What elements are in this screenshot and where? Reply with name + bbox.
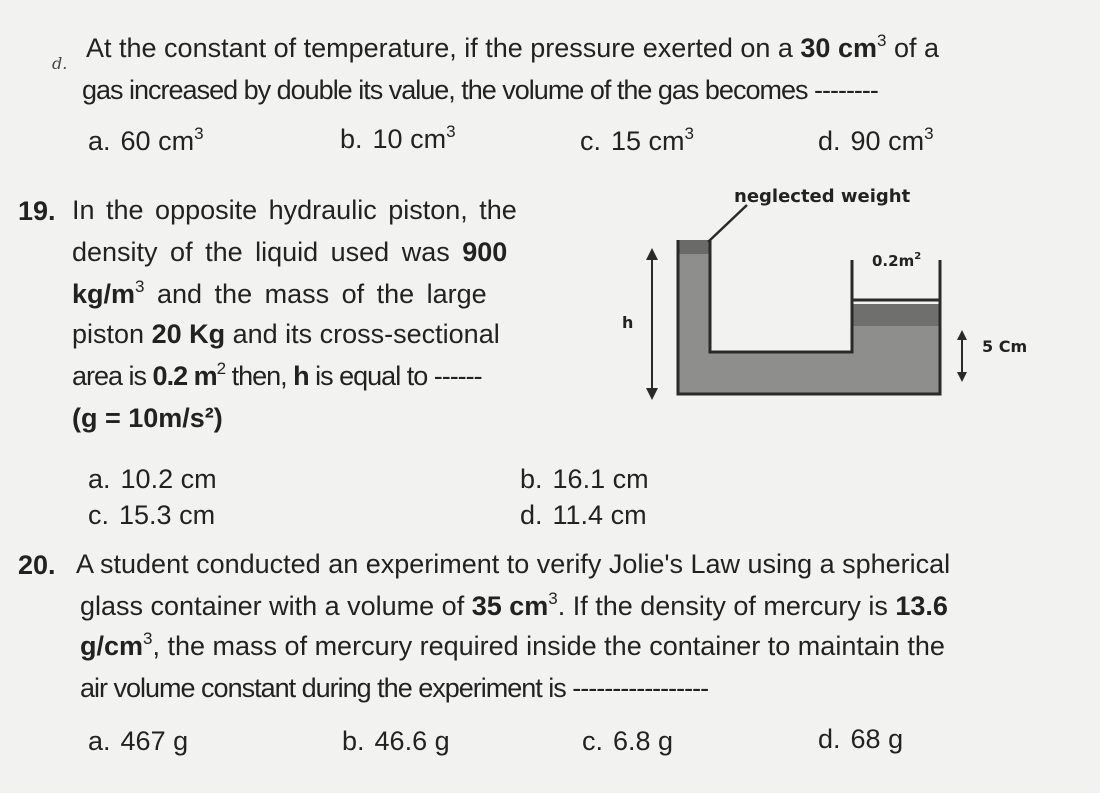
option-letter: a.	[88, 726, 111, 756]
q20-text: . If the density of mercury is	[557, 591, 896, 621]
q19-line-4	[72, 314, 500, 354]
q19-option-b[interactable]	[520, 462, 649, 496]
option-letter: c.	[582, 726, 604, 756]
gap-label: 5 Cm	[982, 337, 1028, 356]
q20-unit: g/cm	[80, 631, 144, 661]
option-value: 467 g	[120, 726, 189, 756]
q20-option-d[interactable]	[818, 722, 903, 756]
q18-option-b[interactable]	[340, 122, 456, 156]
option-exponent: 3	[194, 124, 204, 143]
piston-surface	[852, 304, 940, 326]
q19-density: 900	[462, 237, 508, 267]
q18-line-2: gas increased by double its value, the volume of the gas becomes --------	[82, 75, 878, 105]
q19-line-1: In the opposite hydraulic piston, the	[72, 195, 517, 225]
option-value: 15 cm	[611, 126, 685, 156]
q19-area: 0.2 m	[152, 361, 217, 391]
q18-option-c[interactable]	[580, 124, 694, 158]
q20-text: glass container with a volume of	[80, 591, 472, 621]
q19-text: then,	[225, 361, 294, 391]
neglected-weight-label: neglected weight	[734, 186, 911, 207]
q20-density: 13.6	[895, 591, 948, 621]
q18-option-d[interactable]	[818, 124, 934, 158]
h-label: h	[622, 313, 634, 332]
q20-line-3	[80, 626, 945, 666]
q19-line-3	[72, 274, 487, 314]
q19-text: and its cross-sectional	[225, 319, 500, 349]
option-value: 6.8 g	[613, 726, 674, 756]
q20-option-a[interactable]	[88, 724, 188, 758]
q20-unit-exponent: 3	[143, 629, 153, 648]
option-value: 60 cm	[120, 126, 195, 156]
q18-option-a[interactable]	[88, 124, 204, 158]
q19-mass: 20 Kg	[151, 319, 226, 349]
q18-volume-exponent: 3	[876, 31, 887, 50]
option-letter: b.	[340, 124, 363, 154]
option-letter: c.	[580, 126, 602, 156]
option-letter: a.	[88, 464, 111, 494]
option-letter: d.	[818, 126, 841, 156]
q19-unit-exponent: 3	[135, 277, 145, 296]
q18-text: At the constant of temperature, if the pressure exerted on a	[86, 33, 801, 63]
q19-option-c[interactable]	[88, 498, 215, 532]
q19-text: and the mass of the large	[144, 279, 487, 309]
q20-text: , the mass of mercury required inside the container to maintain the	[152, 631, 945, 661]
q19-text: density of the liquid used was	[72, 237, 463, 267]
small-piston	[678, 240, 710, 254]
option-letter: d.	[520, 500, 543, 530]
option-value: 46.6 g	[374, 726, 450, 756]
option-value: 10.2 cm	[120, 464, 217, 494]
q19-text: is equal to ------	[308, 361, 482, 391]
q19-option-d[interactable]	[520, 498, 647, 532]
q20-option-c[interactable]	[582, 724, 673, 758]
pointer-line	[708, 205, 747, 242]
option-value: 15.3 cm	[119, 500, 216, 530]
container-inner-wall	[710, 240, 852, 352]
q19-gravity: (g = 10m/s²)	[72, 403, 223, 433]
area-exponent: 2	[914, 251, 922, 262]
q19-text: piston	[72, 319, 152, 349]
q20-line-1: A student conducted an experiment to verify Jolie's Law using a spherical	[76, 549, 951, 579]
q19-area-exponent: 2	[216, 359, 226, 378]
option-value: 68 g	[850, 724, 904, 754]
area-label	[872, 251, 921, 270]
option-value: 10 cm	[372, 124, 447, 154]
q18-text: of a	[886, 33, 939, 63]
option-value: 11.4 cm	[552, 500, 647, 530]
option-letter: d.	[818, 724, 841, 754]
option-exponent: 3	[684, 124, 695, 143]
q20-line-4: air volume constant during the experiment is -----------------	[80, 673, 709, 703]
q19-unit: kg/m	[72, 279, 136, 309]
q19-h: h	[293, 361, 309, 391]
q20-volume-exponent: 3	[548, 589, 558, 608]
option-value: 90 cm	[850, 126, 925, 156]
handwritten-mark: d.	[52, 54, 68, 73]
option-letter: b.	[342, 726, 365, 756]
q20-number: 20.	[18, 550, 56, 580]
option-exponent: 3	[446, 122, 456, 141]
q19-option-a[interactable]	[88, 462, 217, 496]
option-letter: a.	[88, 126, 111, 156]
hydraulic-piston-diagram	[590, 180, 1060, 410]
option-exponent: 3	[924, 124, 934, 143]
option-letter: c.	[88, 500, 110, 530]
gap-arrow-down	[957, 372, 967, 382]
q19-line-5	[72, 356, 482, 396]
q20-option-b[interactable]	[342, 724, 450, 758]
area-value: 0.2m	[872, 252, 915, 270]
q18-line-1	[86, 28, 939, 68]
q20-line-2	[80, 586, 948, 626]
q19-number: 19.	[18, 196, 56, 226]
q18-volume: 30 cm	[800, 33, 877, 63]
gap-arrow-up	[957, 330, 967, 340]
q20-volume: 35 cm	[471, 591, 549, 621]
h-arrow-down	[646, 388, 658, 400]
q19-line-2	[72, 232, 507, 272]
option-value: 16.1 cm	[552, 464, 649, 494]
q19-text: area is	[72, 361, 153, 391]
h-arrow-up	[646, 248, 658, 260]
option-letter: b.	[520, 464, 543, 494]
